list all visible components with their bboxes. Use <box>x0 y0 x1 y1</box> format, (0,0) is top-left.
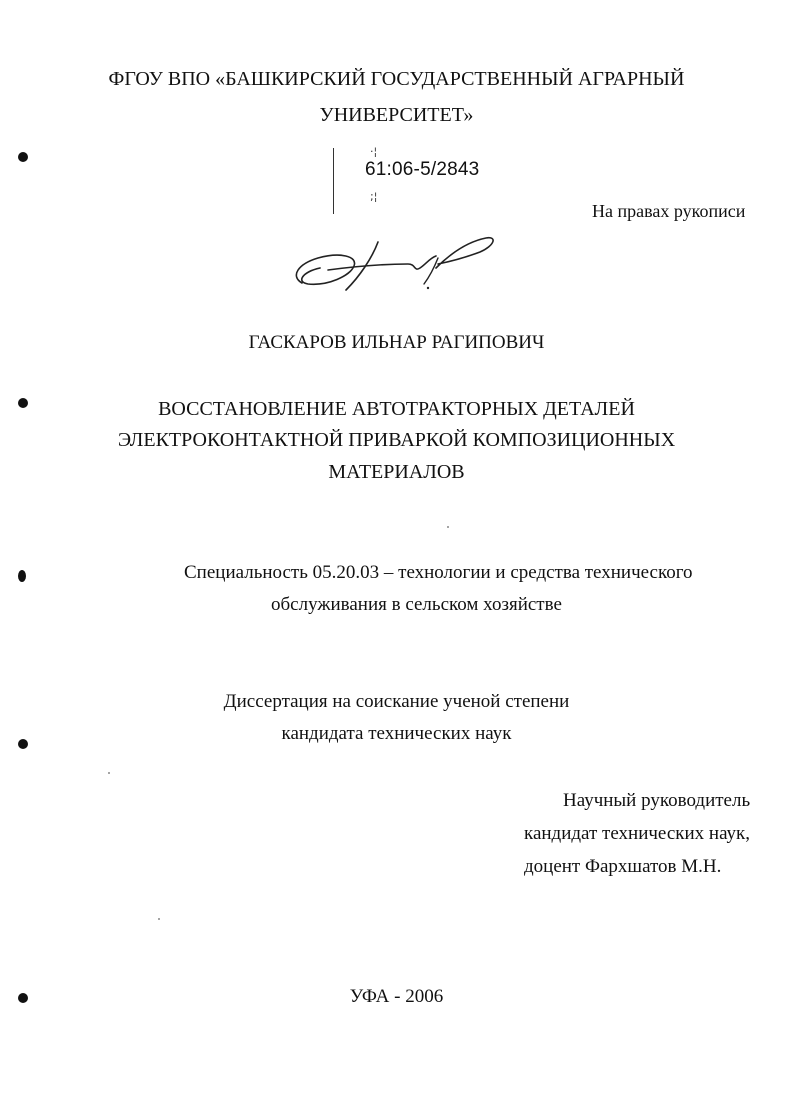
supervisor-line-2: кандидат технических наук, <box>524 823 751 844</box>
punch-hole-3 <box>18 570 26 582</box>
title-line-2: ЭЛЕКТРОКОНТАКТНОЙ ПРИВАРКОЙ КОМПОЗИЦИОННЫХ <box>117 429 676 451</box>
library-stamp-number: 61:06-5/2843 <box>365 159 480 180</box>
institution-line-1: ФГОУ ВПО «БАШКИРСКИЙ ГОСУДАРСТВЕННЫЙ АГРАРНЫЙ <box>108 68 685 90</box>
specialty-line-1: Специальность 05.20.03 – технологии и средства технического <box>184 562 693 583</box>
supervisor-line-1: Научный руководитель <box>563 790 751 811</box>
stamp-mark: ;¦ <box>370 190 378 203</box>
supervisor-line-3: доцент Фархшатов М.Н. <box>524 856 722 877</box>
city-year: УФА - 2006 <box>349 986 444 1007</box>
scan-speck <box>158 918 160 920</box>
author-name: ГАСКАРОВ ИЛЬНАР РАГИПОВИЧ <box>248 332 545 353</box>
institution-line-2: УНИВЕРСИТЕТ» <box>319 104 474 126</box>
title-line-3: МАТЕРИАЛОВ <box>328 461 465 483</box>
degree-line-2: кандидата технических наук <box>281 723 512 744</box>
scan-speck <box>108 772 110 774</box>
author-signature <box>288 228 498 296</box>
stamp-rule <box>333 148 334 214</box>
stamp-mark: ·¦ <box>370 145 378 158</box>
scan-speck <box>447 526 449 528</box>
manuscript-rights-note: На правах рукописи <box>592 201 746 221</box>
title-line-1: ВОССТАНОВЛЕНИЕ АВТОТРАКТОРНЫХ ДЕТАЛЕЙ <box>158 398 635 420</box>
specialty-line-2: обслуживания в сельском хозяйстве <box>271 594 562 615</box>
punch-hole-1 <box>18 152 28 162</box>
degree-line-1: Диссертация на соискание ученой степени <box>223 691 570 712</box>
